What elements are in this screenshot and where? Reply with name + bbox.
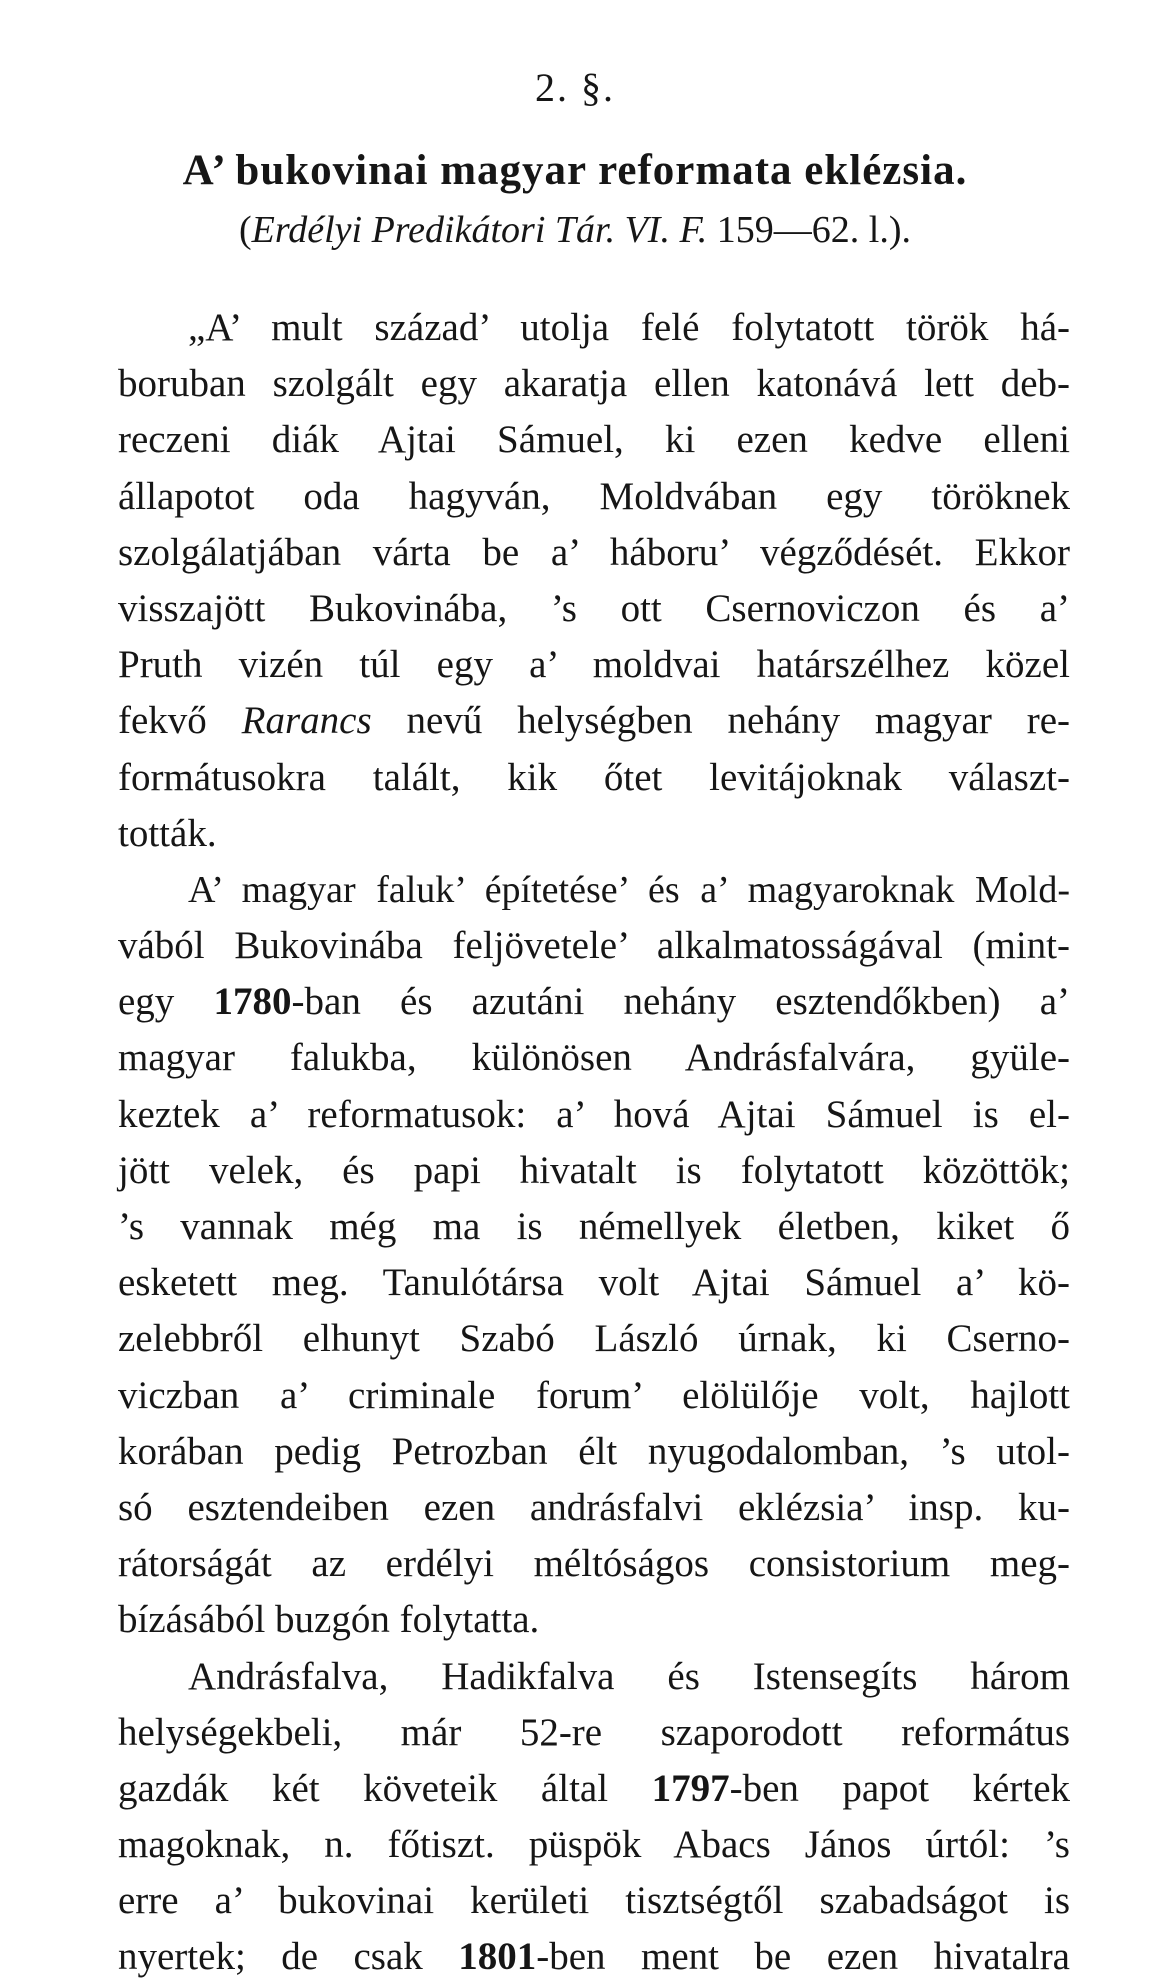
text-line: gazdák két követeik által 1797-ben papot kértek (118, 1766, 1071, 1810)
text-line: Andrásfalva, Hadikfalva és Istensegíts három (188, 1654, 1070, 1698)
source-journal: Erdélyi Predikátori Tár. VI. F. (251, 209, 708, 251)
text-line: zelebbről elhunyt Szabó László úrnak, ki Cserno- (118, 1317, 1070, 1361)
text-line: rátorságát az erdélyi méltóságos consistorium meg- (118, 1542, 1070, 1586)
text-line: magyar falukba, különösen Andrásfalvára, gyüle- (118, 1036, 1070, 1080)
text-line: korában pedig Petrozban élt nyugodalomban, ’s utol- (118, 1429, 1070, 1473)
text-line: erre a’ bukovinai kerületi tisztségtől szabadságot is (118, 1879, 1070, 1923)
text-line: keztek a’ reformatusok: a’ hová Ajtai Sámuel is el- (118, 1092, 1070, 1136)
text-line: fekvő Rarancs nevű helységben nehány magyar re- (118, 699, 1070, 743)
body-text (118, 300, 1070, 1986)
text-line: „A’ mult század’ utolja felé folytatott török há- (188, 306, 1070, 349)
article-title: A’ bukovinai magyar reformata eklézsia. (182, 147, 968, 194)
text-line: szolgálatjában várta be a’ háboru’ végződését. Ekkor (118, 530, 1070, 574)
text-line: boruban szolgált egy akaratja ellen katonává lett deb- (118, 362, 1070, 406)
paragraph-2 (118, 862, 1070, 1649)
source-citation (0, 208, 1150, 252)
text-line: jött velek, és papi hivatalt is folytatott közöttök; (118, 1148, 1070, 1192)
text-line: nyertek; de csak 1801-ben ment be ezen hivatalra (118, 1935, 1070, 1979)
text-line: visszajött Bukovinába, ’s ott Csernoviczon és a’ (118, 586, 1070, 630)
text-line: formátusokra talált, kik őtet levitájoknak választ- (118, 755, 1070, 799)
text-line: magoknak, n. főtiszt. püspök Abacs János úrtól: ’s (118, 1823, 1070, 1867)
text-line: reczeni diák Ajtai Sámuel, ki ezen kedve elleni (118, 418, 1070, 462)
text-line: állapotot oda hagyván, Moldvában egy töröknek (118, 474, 1070, 518)
text-line: bízásából buzgón folytatta. (118, 1598, 540, 1642)
text-line: tották. (118, 811, 217, 855)
text-line: helységekbeli, már 52-re szaporodott református (118, 1710, 1070, 1754)
text-line: Pruth vizén túl egy a’ moldvai határszélhez közel (118, 643, 1070, 687)
text-line: vából Bukovinába feljövetele’ alkalmatosságával (mint- (118, 924, 1070, 968)
text-line: esketett meg. Tanulótársa volt Ajtai Sámuel a’ kö- (118, 1261, 1070, 1305)
text-line: só esztendeiben ezen andrásfalvi eklézsia’ insp. ku- (118, 1485, 1070, 1529)
text-line: A’ magyar faluk’ építetése’ és a’ magyaroknak Mold- (188, 868, 1070, 911)
paragraph-3 (118, 1649, 1070, 1986)
section-number: 2. §. (535, 65, 615, 110)
text-line: ’s vannak még ma is némellyek életben, kiket ő (118, 1205, 1070, 1248)
text-line: viczban a’ criminale forum’ elölülője volt, hajlott (118, 1373, 1070, 1417)
paragraph-1 (118, 300, 1070, 862)
source-open-paren: ( (239, 209, 252, 251)
text-line: egy 1780-ban és azutáni nehány esztendőkben) a’ (118, 980, 1071, 1024)
source-pages: 159—62. l.). (707, 209, 911, 251)
